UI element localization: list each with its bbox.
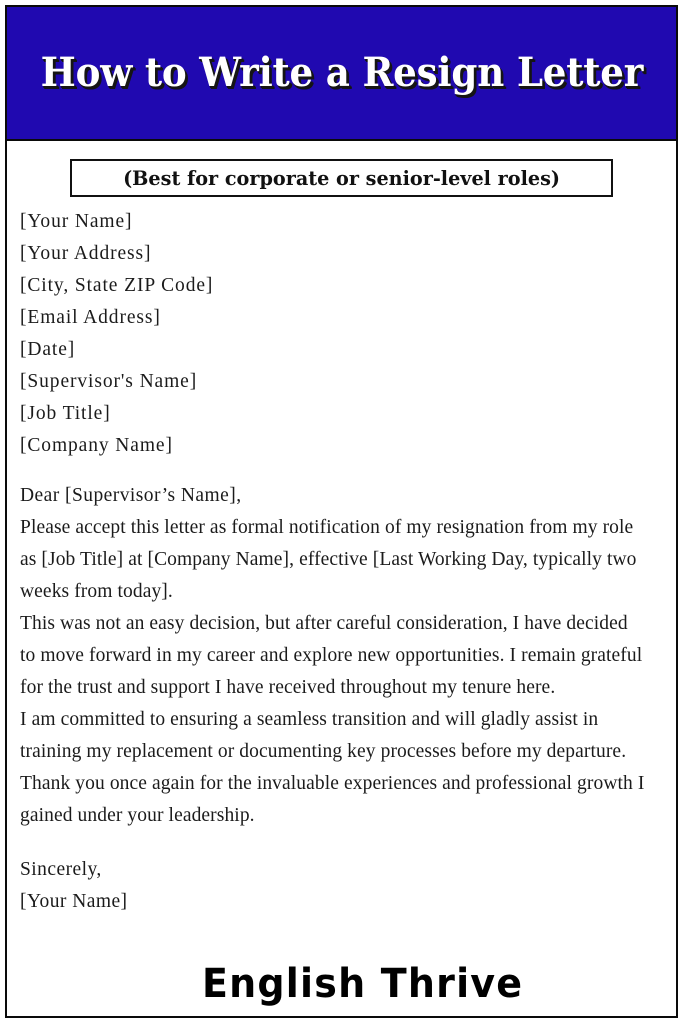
signature-line: [Your Name] [20, 891, 128, 912]
closing-line: Sincerely, [20, 859, 102, 880]
letter-paragraph: Please accept this letter as formal notification of my resignation from my role as [Job Title] at [Company Name], effective [Last Working Day, typically two weeks from today]. [20, 517, 637, 602]
address-line: [Company Name] [20, 435, 173, 456]
address-line: [Supervisor's Name] [20, 371, 198, 392]
letter-paragraph: I am committed to ensuring a seamless transition and will gladly assist in training my replacement or documenting key processes before my departure. [20, 709, 627, 762]
address-line: [City, State ZIP Code] [20, 275, 214, 296]
address-line: [Email Address] [20, 307, 161, 328]
letter-paragraph: Thank you once again for the invaluable experiences and professional growth I gained under your leadership. [20, 773, 645, 826]
subtitle-box [70, 159, 613, 197]
address-line: [Your Name] [20, 211, 133, 232]
address-line: [Your Address] [20, 243, 152, 264]
spacer [20, 462, 648, 480]
salutation-line: Dear [Supervisor’s Name], [20, 485, 242, 506]
spacer [20, 832, 648, 854]
page-title: How to Write a Resign Letter [40, 49, 643, 96]
subtitle-text: (Best for corporate or senior-level roles) [123, 166, 560, 190]
address-line: [Job Title] [20, 403, 111, 424]
letter-body [20, 206, 648, 918]
brand-wordmark: English Thrive [202, 959, 524, 1007]
address-block [20, 206, 648, 462]
header-banner [5, 5, 678, 141]
address-line: [Date] [20, 339, 76, 360]
letter-paragraph: This was not an easy decision, but after careful consideration, I have decided to move forward in my career and explore new opportunities. I remain grateful for the trust and support I have received throughout my tenure here. [20, 613, 643, 698]
